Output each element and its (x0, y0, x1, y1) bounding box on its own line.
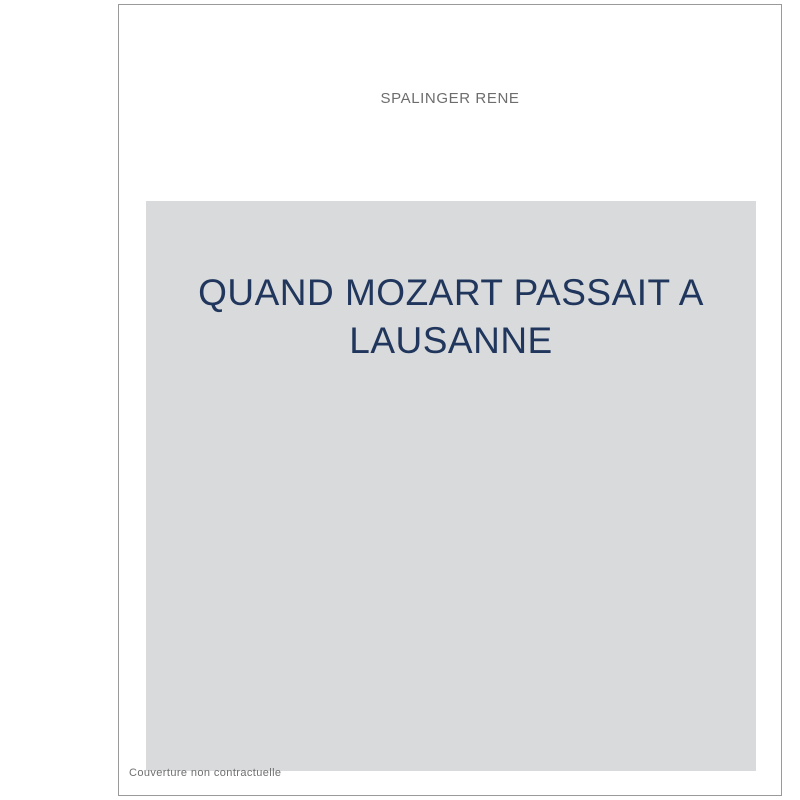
cover-disclaimer: Couverture non contractuelle (129, 767, 282, 779)
cover-image-placeholder (146, 201, 756, 771)
cover-title: QUAND MOZART PASSAIT A LAUSANNE (198, 272, 704, 361)
cover-author: SPALINGER RENE (380, 90, 520, 107)
book-cover (118, 4, 782, 796)
